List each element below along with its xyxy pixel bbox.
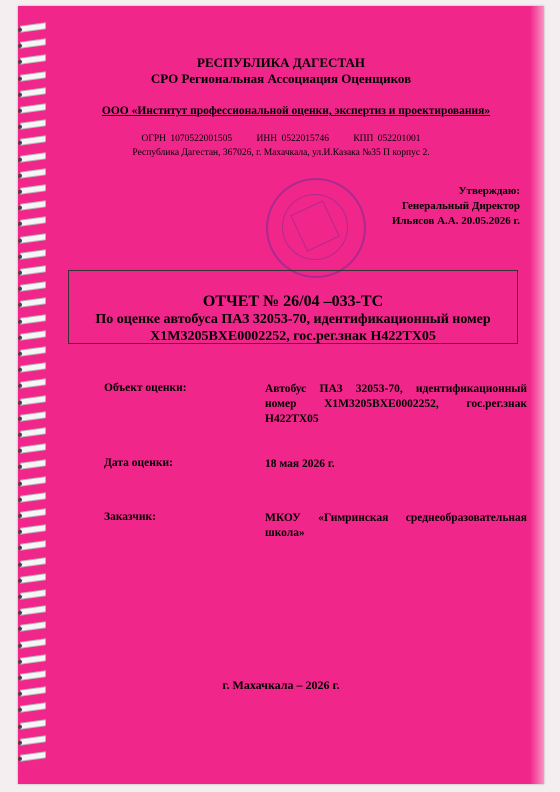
binding-coil	[20, 233, 46, 244]
binding-coil	[20, 281, 46, 292]
binding-coil	[20, 541, 46, 552]
binding-coil	[20, 589, 46, 600]
ogrn: ОГРН 1070522001505	[141, 134, 233, 144]
customer-label: Заказчик:	[104, 511, 156, 523]
object-value: Автобус ПАЗ 32053-70, идентификационный номер X1M3205BXE0002252, гос.рег.знак Н422ТХ05	[265, 383, 527, 425]
binding-coil	[20, 508, 46, 519]
binding-coil	[20, 411, 46, 422]
binding-coil	[20, 557, 46, 568]
city-year: г. Махачкала – 2026 г.	[222, 678, 340, 692]
binding-coil	[20, 443, 46, 454]
binding-coil	[20, 460, 46, 471]
binding-coil	[20, 362, 46, 373]
binding-coil	[20, 573, 46, 584]
binding-coil	[20, 249, 46, 260]
binding-coil	[20, 605, 46, 616]
binding-coil	[20, 395, 46, 406]
binding-coil	[20, 38, 46, 49]
approval-name-date: Ильясов А.А. 20.05.2026 г.	[391, 215, 520, 227]
customer-value: МКОУ «Гимринская среднеобразовательная школа»	[265, 512, 527, 539]
inn: ИНН 0522015746	[256, 134, 329, 144]
binding-coil	[20, 703, 46, 714]
binding-coil	[20, 330, 46, 341]
binding-coil	[20, 719, 46, 730]
republic-heading: РЕСПУБЛИКА ДАГЕСТАН	[197, 55, 365, 70]
binding-coil	[20, 492, 46, 503]
binding-coil	[20, 265, 46, 276]
company-address: Республика Дагестан, 367026, г. Махачкала, ул.И.Казака №35 П корпус 2.	[132, 148, 430, 158]
binding-coil	[20, 314, 46, 325]
date-label: Дата оценки:	[104, 457, 173, 469]
company-name: ООО «Институт профессиональной оценки, экспертиз и проектирования»	[101, 105, 491, 117]
report-cover-page	[18, 6, 544, 784]
binding-coil	[20, 168, 46, 179]
binding-coil	[20, 184, 46, 195]
round-seal-icon	[266, 178, 366, 278]
binding-coil	[20, 103, 46, 114]
binding-coil	[20, 298, 46, 309]
binding-coil	[20, 427, 46, 438]
sro-heading: СРО Региональная Ассоциация Оценщиков	[150, 71, 412, 86]
binding-coil	[20, 751, 46, 762]
report-number: ОТЧЕТ № 26/04 –033-ТС	[202, 293, 384, 310]
binding-coil	[20, 87, 46, 98]
binding-coil	[20, 200, 46, 211]
object-label: Объект оценки:	[104, 382, 187, 394]
binding-coil	[20, 22, 46, 33]
binding-coil	[20, 346, 46, 357]
kpp: КПП 052201001	[353, 134, 421, 144]
registration-line	[18, 134, 544, 144]
approval-label: Утверждаю:	[458, 185, 520, 197]
binding-coil	[20, 654, 46, 665]
binding-coil	[20, 524, 46, 535]
binding-coil	[20, 476, 46, 487]
report-title-box	[68, 270, 518, 344]
approval-block	[392, 184, 520, 229]
binding-coil	[20, 622, 46, 633]
binding-coil	[20, 119, 46, 130]
binding-coil	[20, 735, 46, 746]
report-subject: По оценке автобуса ПАЗ 32053-70, идентификационный номер X1M3205BXE0002252, гос.рег.знак Н422ТХ05	[95, 312, 491, 344]
binding-coil	[20, 379, 46, 390]
date-value: 18 мая 2026 г.	[265, 458, 335, 470]
binding-coil	[20, 638, 46, 649]
approval-position: Генеральный Директор	[401, 200, 520, 212]
binding-coil	[20, 217, 46, 228]
